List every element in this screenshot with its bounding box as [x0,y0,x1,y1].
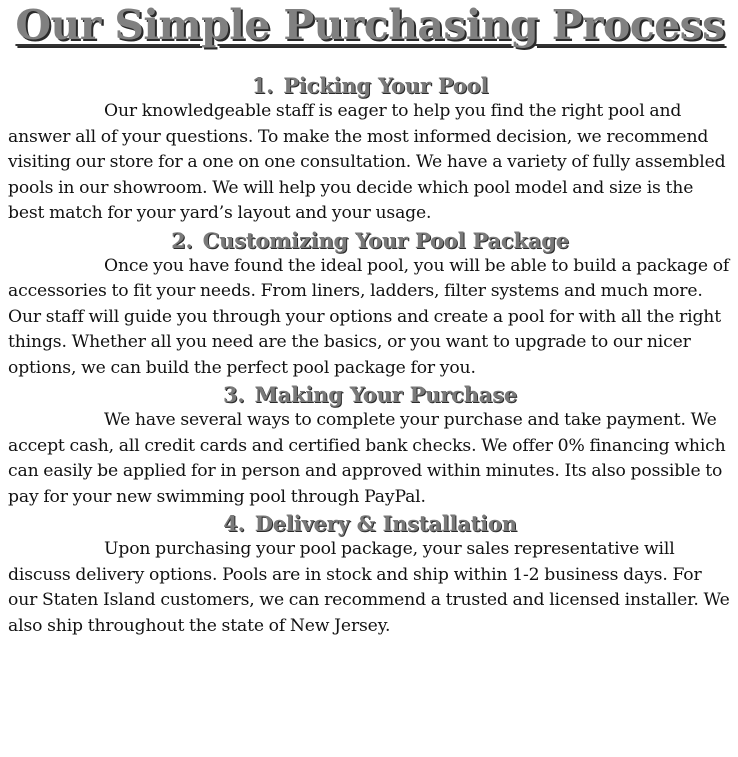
section-number: 2. [171,227,193,253]
section-heading-text: Picking Your Pool [283,73,489,98]
section-number: 4. [223,511,245,536]
section-heading [8,227,732,254]
section-heading [8,381,732,408]
section-heading-text: Customizing Your Pool Package [202,227,569,253]
section-number: 1. [251,73,274,98]
section-delivery-and-installation [8,510,732,639]
section-body: Once you have found the ideal pool, you will be able to build a package of accessories to fit your needs. From liners, ladders, filter systems and much more. Our staff will guide you through your options and create a pool for with all the right things. Whether all you need are the basics, or you want to upgrade to our nicer options, we can build the perfect pool package for you. [8,255,730,378]
section-heading [8,72,732,99]
section-heading-text: Delivery & Installation [254,511,517,536]
section-making-your-purchase [8,381,732,510]
section-body: We have several ways to complete your purchase and take payment. We accept cash, all credit cards and certified bank checks. We offer 0% financing which can easily be applied for in person and approved within minutes. Its also possible to pay for your new swimming pool through PayPal. [8,410,726,507]
section-body: Our knowledgeable staff is eager to help you find the right pool and answer all of your questions. To make the most informed decision, we recommend visiting our store for a one on one consultation. We have a variety of fully assembled pools in our showroom. We will help you decide which pool model and size is the best match for your yard’s layout and your usage. [8,101,726,223]
section-number: 3. [223,382,245,407]
section-customizing-your-pool-package [8,227,732,382]
section-picking-your-pool [8,72,732,227]
section-body: Upon purchasing your pool package, your sales representative will discuss delivery options. Pools are in stock and ship within 1-2 business days. For our Staten Island customers, we can recommend a trusted and licensed installer. We also ship throughout the state of New Jersey. [8,539,730,636]
page-title: Our Simple Purchasing Process [15,1,725,49]
section-heading [8,510,732,537]
section-heading-text: Making Your Purchase [254,382,517,407]
